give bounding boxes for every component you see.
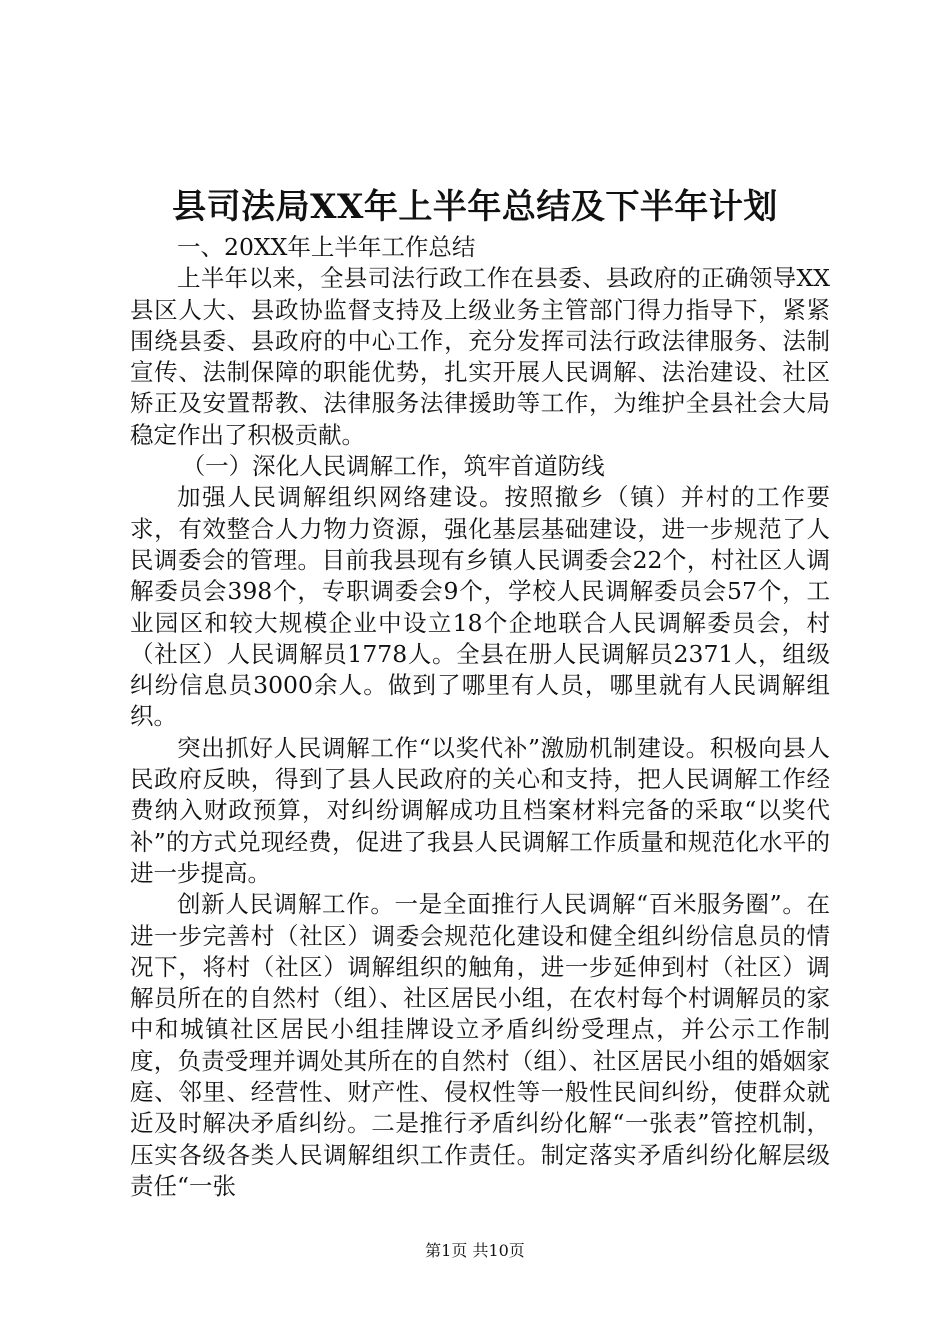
body-paragraph: 上半年以来，全县司法行政工作在县委、县政府的正确领导XX县区人大、县政协监督支持及上级业务主管部门得力指导下，紧紧围绕县委、县政府的中心工作，充分发挥司法行政法律服务、法制宣传、法制保障的职能优势，扎实开展人民调解、法治建设、社区矫正及安置帮教、法律服务法律援助等工作，为维护全县社会大局稳定作出了积极贡献。 bbox=[130, 264, 830, 449]
body-paragraph: 创新人民调解工作。一是全面推行人民调解“百米服务圈”。在进一步完善村（社区）调委会规范化建设和健全组纠纷信息员的情况下，将村（社区）调解组织的触角，进一步延伸到村（社区）调解员所在的自然村（组）、社区居民小组，在农村每个村调解员的家中和城镇社区居民小组挂牌设立矛盾纠纷受理点，并公示工作制度，负责受理并调处其所在的自然村（组）、社区居民小组的婚姻家庭、邻里、经营性、财产性、侵权性等一般性民间纠纷，使群众就近及时解决矛盾纠纷。二是推行矛盾纠纷化解“一张表”管控机制，压实各级各类人民调解组织工作责任。制定落实矛盾纠纷化解层级责任“一张 bbox=[130, 890, 830, 1200]
body-paragraph: 突出抓好人民调解工作“以奖代补”激励机制建设。积极向县人民政府反映，得到了县人民政府的关心和支持，把人民调解工作经费纳入财政预算，对纠纷调解成功且档案材料完备的采取“以奖代补”的方式兑现经费，促进了我县人民调解工作质量和规范化水平的进一步提高。 bbox=[130, 733, 830, 887]
document-title: 县司法局XX年上半年总结及下半年计划 bbox=[172, 187, 778, 227]
subsection-heading: （一）深化人民调解工作，筑牢首道防线 bbox=[181, 452, 605, 481]
body-paragraph: 加强人民调解组织网络建设。按照撤乡（镇）并村的工作要求，有效整合人力物力资源，强化基层基础建设，进一步规范了人民调委会的管理。目前我县现有乡镇人民调委会22个，村社区人调解委员会398个，专职调委会9个，学校人民调解委员会57个，工业园区和较大规模企业中设立18个企地联合人民调解委员会，村（社区）人民调解员1778人。全县在册人民调解员2371人，组级纠纷信息员3000余人。做到了哪里有人员，哪里就有人民调解组织。 bbox=[130, 483, 830, 731]
section-heading: 一、20XX年上半年工作总结 bbox=[177, 233, 476, 261]
page-number-footer: 第1页 共10页 bbox=[425, 1241, 525, 1260]
document-body bbox=[130, 232, 830, 1202]
